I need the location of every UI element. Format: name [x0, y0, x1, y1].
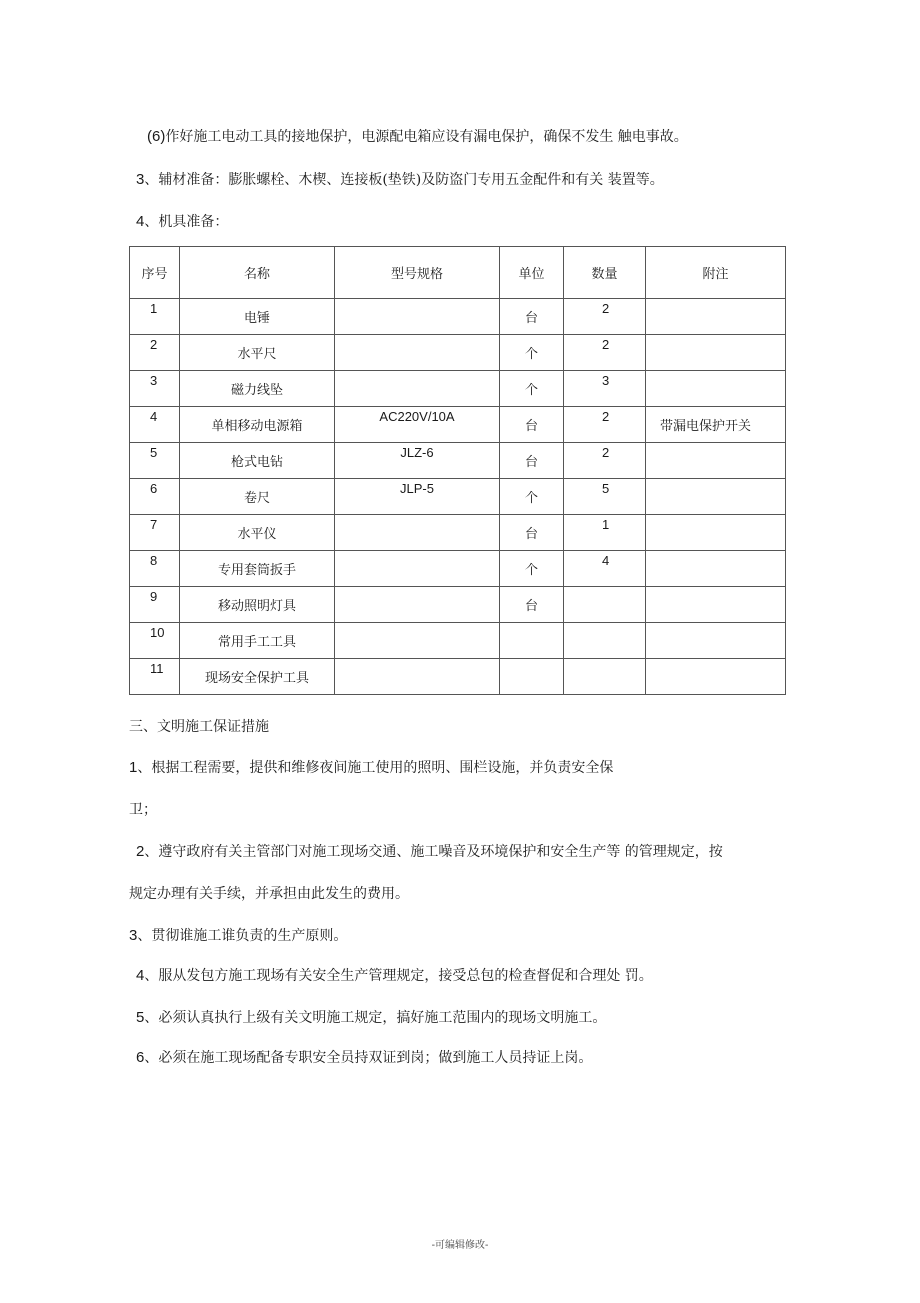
table-row — [130, 551, 786, 587]
cell-model-text: AC220V/10A — [379, 409, 455, 424]
section3-p3 — [129, 926, 347, 946]
cell-model-text — [335, 551, 499, 553]
cell-unit — [500, 515, 564, 551]
cell-name-text: 电锤 — [243, 311, 270, 326]
cell-model — [335, 515, 500, 551]
cell-no — [130, 299, 180, 335]
cell-unit — [500, 623, 564, 659]
cell-model — [335, 443, 500, 479]
prep-item-3-number: 3 — [136, 171, 145, 188]
section3-p6 — [136, 1048, 592, 1068]
cell-qty — [564, 515, 646, 551]
cell-model — [335, 551, 500, 587]
cell-name-text: 单相移动电源箱 — [211, 419, 303, 434]
cell-model — [335, 479, 500, 515]
cell-unit — [500, 371, 564, 407]
table-body — [130, 299, 786, 695]
cell-no — [130, 479, 180, 515]
cell-unit-text: 台 — [524, 455, 538, 470]
cell-name-text: 枪式电钻 — [230, 455, 283, 470]
cell-name — [180, 479, 335, 515]
cell-note — [646, 371, 786, 407]
section3-p3-number: 3 — [129, 927, 138, 944]
cell-name-text: 水平尺 — [237, 347, 277, 362]
cell-name — [180, 623, 335, 659]
table-row — [130, 587, 786, 623]
header-name: 名称 — [180, 247, 335, 299]
section3-p1-line2: 卫； — [129, 802, 157, 818]
prep-item-6-text: 作好施工电动工具的接地保护，电源配电箱应设有漏电保护，确保不发生 触电事故。 — [165, 129, 688, 145]
cell-unit-text — [500, 659, 563, 667]
cell-no — [130, 407, 180, 443]
cell-note — [646, 551, 786, 587]
cell-no — [130, 443, 180, 479]
cell-no — [130, 371, 180, 407]
section3-p4 — [136, 966, 653, 986]
cell-no-text: 4 — [150, 409, 158, 424]
section3-p5-text: 、必须认真执行上级有关文明施工规定，搞好施工范围内的现场文明施工。 — [144, 1010, 607, 1026]
cell-unit-text — [500, 623, 563, 631]
cell-no — [130, 335, 180, 371]
cell-qty — [564, 443, 646, 479]
section3-p3-text: 、贯彻谁施工谁负责的生产原则。 — [137, 928, 348, 944]
cell-model-text — [335, 335, 499, 337]
header-no: 序号 — [130, 247, 180, 299]
cell-note-text — [646, 515, 785, 523]
cell-no — [130, 587, 180, 623]
cell-note-text — [646, 551, 785, 559]
cell-qty — [564, 299, 646, 335]
table-row — [130, 335, 786, 371]
cell-note-text — [646, 623, 785, 631]
cell-model — [335, 335, 500, 371]
cell-unit — [500, 551, 564, 587]
cell-note — [646, 515, 786, 551]
cell-qty — [564, 479, 646, 515]
section3-p2-line2: 规定办理有关手续，并承担由此发生的费用。 — [129, 886, 409, 902]
cell-qty-text — [564, 623, 645, 625]
table-row — [130, 443, 786, 479]
cell-name — [180, 587, 335, 623]
cell-unit-text: 个 — [524, 347, 538, 362]
section3-p4-text: 、服从发包方施工现场有关安全生产管理规定，接受总包的检查督促和合理处 罚。 — [144, 968, 653, 984]
cell-no-text: 8 — [150, 553, 158, 568]
cell-qty-text — [564, 587, 645, 589]
cell-no-text: 3 — [150, 373, 158, 388]
cell-unit — [500, 407, 564, 443]
cell-model — [335, 371, 500, 407]
cell-model — [335, 587, 500, 623]
section3-p1-text: 、根据工程需要，提供和维修夜间施工使用的照明、围栏设施，并负责安全保 — [137, 760, 614, 776]
header-model: 型号规格 — [335, 247, 500, 299]
section3-p5 — [136, 1008, 606, 1028]
section3-heading: 三、文明施工保证措施 — [129, 719, 269, 735]
cell-unit-text: 个 — [524, 383, 538, 398]
cell-note — [646, 587, 786, 623]
cell-note-text — [646, 299, 785, 307]
cell-unit — [500, 335, 564, 371]
cell-qty-text: 2 — [602, 445, 610, 460]
cell-qty-text: 2 — [602, 409, 610, 424]
prep-item-3 — [136, 170, 664, 190]
cell-unit-text: 台 — [524, 311, 538, 326]
cell-no-text: 1 — [150, 301, 158, 316]
section3-p2-line1 — [136, 842, 723, 862]
cell-note — [646, 335, 786, 371]
prep-item-6 — [147, 127, 688, 147]
cell-name — [180, 659, 335, 695]
table-row — [130, 299, 786, 335]
cell-qty — [564, 551, 646, 587]
cell-qty-text — [564, 659, 645, 661]
prep-item-4 — [136, 212, 228, 232]
cell-no — [130, 659, 180, 695]
section3-p6-number: 6 — [136, 1049, 145, 1066]
cell-no-text: 11 — [150, 661, 164, 676]
cell-model-text — [335, 623, 499, 625]
cell-model-text — [335, 659, 499, 661]
cell-name-text: 专用套筒扳手 — [217, 563, 296, 578]
table-row — [130, 407, 786, 443]
cell-note — [646, 659, 786, 695]
cell-no-text: 6 — [150, 481, 158, 496]
section3-p4-number: 4 — [136, 967, 145, 984]
cell-unit — [500, 299, 564, 335]
cell-note-text — [646, 335, 785, 343]
cell-note-text: 带漏电保护开关 — [660, 419, 752, 434]
cell-name — [180, 551, 335, 587]
cell-qty-text: 3 — [602, 373, 610, 388]
header-qty: 数量 — [564, 247, 646, 299]
cell-name-text: 水平仪 — [237, 527, 277, 542]
cell-qty-text: 2 — [602, 337, 610, 352]
cell-qty-text: 1 — [602, 517, 610, 532]
table-row — [130, 659, 786, 695]
cell-model-text — [335, 371, 499, 373]
cell-no-text: 10 — [150, 625, 165, 640]
cell-name-text: 常用手工工具 — [217, 635, 296, 650]
cell-model — [335, 407, 500, 443]
cell-unit-text: 个 — [524, 491, 538, 506]
cell-model — [335, 623, 500, 659]
cell-model-text: JLP-5 — [400, 481, 434, 496]
equipment-table — [129, 246, 786, 695]
prep-item-4-text: 、机具准备： — [144, 214, 229, 230]
page-footer: -可编辑修改- — [431, 1240, 489, 1251]
cell-note — [646, 443, 786, 479]
cell-note-text — [646, 659, 785, 667]
section3-p2-text: 、遵守政府有关主管部门对施工现场交通、施工噪音及环境保护和安全生产等 的管理规定，按 — [144, 844, 723, 860]
cell-qty — [564, 371, 646, 407]
cell-no-text: 7 — [150, 517, 158, 532]
cell-qty-text: 4 — [602, 553, 610, 568]
section3-p5-number: 5 — [136, 1009, 145, 1026]
cell-model-text: JLZ-6 — [400, 445, 434, 460]
cell-unit-text: 台 — [524, 599, 538, 614]
cell-unit — [500, 587, 564, 623]
cell-name — [180, 407, 335, 443]
cell-name — [180, 299, 335, 335]
cell-name-text: 移动照明灯具 — [217, 599, 296, 614]
header-note: 附注 — [646, 247, 786, 299]
cell-note — [646, 299, 786, 335]
cell-unit — [500, 443, 564, 479]
prep-item-3-text: 、辅材准备：膨胀螺栓、木楔、连接板(垫铁)及防盗门专用五金配件和有关 装置等。 — [144, 172, 664, 188]
cell-name — [180, 515, 335, 551]
cell-qty-text: 5 — [602, 481, 610, 496]
cell-name-text: 现场安全保护工具 — [204, 671, 309, 686]
cell-unit-text: 台 — [524, 527, 538, 542]
cell-no — [130, 551, 180, 587]
cell-unit — [500, 479, 564, 515]
section3-p2-number: 2 — [136, 843, 145, 860]
cell-name — [180, 371, 335, 407]
table-row — [130, 623, 786, 659]
cell-no-text: 9 — [150, 589, 158, 604]
cell-note-text — [646, 479, 785, 487]
cell-note-text — [646, 371, 785, 379]
cell-note — [646, 623, 786, 659]
table-row — [130, 479, 786, 515]
cell-unit-text: 台 — [524, 419, 538, 434]
cell-name-text: 卷尺 — [243, 491, 270, 506]
cell-unit — [500, 659, 564, 695]
cell-no-text: 5 — [150, 445, 158, 460]
cell-note — [646, 407, 786, 443]
table-row — [130, 371, 786, 407]
cell-model — [335, 299, 500, 335]
cell-model-text — [335, 299, 499, 301]
cell-note — [646, 479, 786, 515]
cell-model — [335, 659, 500, 695]
table-row — [130, 515, 786, 551]
cell-model-text — [335, 587, 499, 589]
cell-name — [180, 443, 335, 479]
cell-qty — [564, 335, 646, 371]
cell-qty — [564, 407, 646, 443]
cell-qty — [564, 587, 646, 623]
cell-note-text — [646, 443, 785, 451]
cell-name — [180, 335, 335, 371]
cell-note-text — [646, 587, 785, 595]
cell-model-text — [335, 515, 499, 517]
header-unit: 单位 — [500, 247, 564, 299]
cell-qty — [564, 659, 646, 695]
prep-item-4-number: 4 — [136, 213, 145, 230]
table-header-row — [130, 247, 786, 299]
cell-unit-text: 个 — [524, 563, 538, 578]
cell-no — [130, 623, 180, 659]
cell-qty-text: 2 — [602, 301, 610, 316]
section3-p1-number: 1 — [129, 759, 138, 776]
cell-name-text: 磁力线坠 — [230, 383, 283, 398]
cell-qty — [564, 623, 646, 659]
section3-p6-text: 、必须在施工现场配备专职安全员持双证到岗；做到施工人员持证上岗。 — [144, 1050, 593, 1066]
prep-item-6-number: (6) — [147, 128, 166, 145]
cell-no-text: 2 — [150, 337, 158, 352]
section3-p1-line1 — [129, 758, 613, 778]
cell-no — [130, 515, 180, 551]
